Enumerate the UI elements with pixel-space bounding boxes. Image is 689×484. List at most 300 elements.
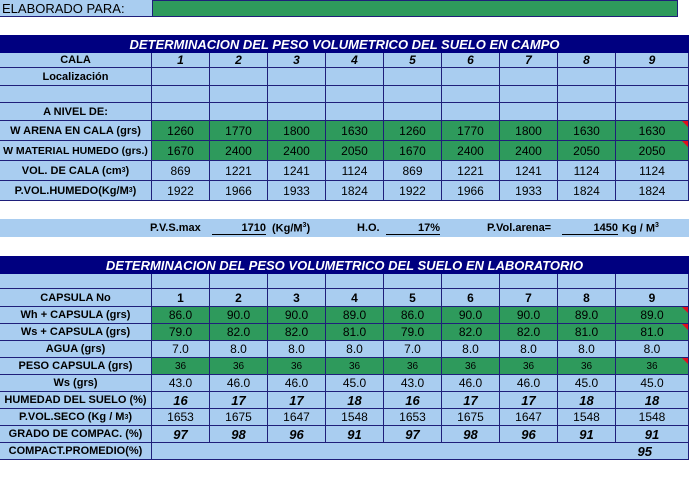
peso-capsula-row-cell[interactable] bbox=[210, 358, 268, 375]
cell-value: 1966 bbox=[457, 183, 484, 198]
peso-capsula-row-cell[interactable] bbox=[558, 358, 616, 375]
pvs-unit-end: ) bbox=[306, 222, 311, 235]
ws-capsula-row-cell[interactable] bbox=[268, 324, 326, 341]
cell-value: 97 bbox=[405, 426, 420, 442]
pvol-seco-row-label bbox=[0, 409, 152, 426]
cell-value: 81.0 bbox=[640, 325, 664, 339]
vol-cala-row bbox=[0, 161, 689, 181]
lab-spacer-row-cell[interactable] bbox=[558, 274, 616, 289]
pvol-humedo-row-label bbox=[0, 181, 152, 201]
localizacion-row-2-cell[interactable] bbox=[384, 86, 442, 103]
cell-value: 82.0 bbox=[516, 325, 541, 339]
cell-value: 36 bbox=[232, 360, 245, 372]
label-text: GRADO DE COMPAC. (%) bbox=[8, 428, 143, 440]
ho-label: H.O. bbox=[357, 222, 380, 234]
cell-value: 82.0 bbox=[226, 325, 251, 339]
capsula-row-label bbox=[0, 289, 152, 307]
cell-value: 1241 bbox=[283, 163, 310, 178]
pvs-max-value[interactable]: 1710 bbox=[212, 222, 266, 235]
cell-value: 17 bbox=[231, 392, 246, 408]
campo-section-title: DETERMINACION DEL PESO VOLUMETRICO DEL SUELO EN CAMPO bbox=[0, 35, 689, 53]
nivel-row-cell[interactable] bbox=[500, 103, 558, 121]
agua-row-cell[interactable] bbox=[616, 341, 689, 358]
grado-compac-row bbox=[0, 426, 689, 443]
nivel-row-cell[interactable] bbox=[210, 103, 268, 121]
cell-value: 86.0 bbox=[168, 308, 193, 322]
grado-compac-row-cell[interactable] bbox=[500, 426, 558, 443]
pvol-seco-row-cell[interactable] bbox=[326, 409, 384, 426]
peso-capsula-row-cell[interactable] bbox=[500, 358, 558, 375]
capsula-row-cell[interactable] bbox=[616, 289, 689, 307]
agua-row-cell[interactable] bbox=[384, 341, 442, 358]
cell-value: 8.0 bbox=[578, 342, 595, 356]
pvol-humedo-row-cell[interactable] bbox=[152, 181, 210, 201]
pvol-humedo-row-cell[interactable] bbox=[384, 181, 442, 201]
cell-value: 1824 bbox=[341, 183, 368, 198]
cell-value: 1 bbox=[177, 290, 184, 305]
cala-row-cell[interactable] bbox=[210, 53, 268, 68]
cell-value: 82.0 bbox=[458, 325, 483, 339]
pvol-humedo-row-cell[interactable] bbox=[326, 181, 384, 201]
cell-value: 1124 bbox=[341, 163, 368, 178]
arena-row-cell[interactable] bbox=[326, 121, 384, 141]
localizacion-row-2-cell[interactable] bbox=[442, 86, 500, 103]
localizacion-row-2-label bbox=[0, 86, 152, 103]
grado-compac-row-cell[interactable] bbox=[616, 426, 689, 443]
material-row-cell[interactable] bbox=[442, 141, 500, 161]
cell-value: 1800 bbox=[283, 123, 310, 138]
lab-spacer-row-cell[interactable] bbox=[210, 274, 268, 289]
pvol-humedo-row-cell[interactable] bbox=[442, 181, 500, 201]
ws-capsula-row-cell[interactable] bbox=[558, 324, 616, 341]
cell-value: 16 bbox=[405, 392, 420, 408]
localizacion-row-cell[interactable] bbox=[210, 68, 268, 86]
cala-row-cell[interactable] bbox=[326, 53, 384, 68]
material-row-cell[interactable] bbox=[152, 141, 210, 161]
cell-value: 1800 bbox=[515, 123, 542, 138]
nivel-row-cell[interactable] bbox=[558, 103, 616, 121]
wh-row-cell[interactable] bbox=[152, 307, 210, 324]
label-text: CAPSULA No bbox=[40, 291, 111, 304]
lab-section-title: DETERMINACION DEL PESO VOLUMETRICO DEL SUELO EN LABORATORIO bbox=[0, 256, 689, 274]
cell-value: 8.0 bbox=[230, 342, 247, 356]
cala-row-cell[interactable] bbox=[442, 53, 500, 68]
material-row-cell[interactable] bbox=[268, 141, 326, 161]
grado-compac-row-cell[interactable] bbox=[558, 426, 616, 443]
cala-row bbox=[0, 53, 689, 68]
humedad-row bbox=[0, 392, 689, 409]
localizacion-row-2-cell[interactable] bbox=[152, 86, 210, 103]
cell-value: 1221 bbox=[225, 163, 252, 178]
cell-value: 8.0 bbox=[288, 342, 305, 356]
cell-value: 81.0 bbox=[574, 325, 599, 339]
pvs-unit-text: (Kg/M bbox=[272, 222, 303, 235]
cell-value: 2400 bbox=[515, 143, 542, 158]
wh-row-cell[interactable] bbox=[500, 307, 558, 324]
nivel-row-cell[interactable] bbox=[326, 103, 384, 121]
peso-capsula-row-cell[interactable] bbox=[268, 358, 326, 375]
cell-value: 36 bbox=[174, 360, 187, 372]
cell-value: 4 bbox=[351, 290, 358, 305]
cell-value: 1548 bbox=[573, 410, 600, 424]
humedad-row-cell[interactable] bbox=[326, 392, 384, 409]
cell-value: 89.0 bbox=[342, 308, 367, 322]
cell-value: 79.0 bbox=[168, 325, 193, 339]
peso-capsula-row-cell[interactable] bbox=[442, 358, 500, 375]
cell-value: 96 bbox=[521, 426, 536, 442]
label-end: ) bbox=[132, 184, 137, 197]
wh-row-cell[interactable] bbox=[326, 307, 384, 324]
cell-value: 43.0 bbox=[168, 376, 193, 390]
ws-capsula-row-cell[interactable] bbox=[616, 324, 689, 341]
grado-compac-row-cell[interactable] bbox=[326, 426, 384, 443]
cell-value: 1124 bbox=[639, 163, 665, 178]
pvol-seco-row-cell[interactable] bbox=[616, 409, 689, 426]
promedio-row bbox=[0, 443, 689, 460]
material-row bbox=[0, 141, 689, 161]
grado-compac-row-cell[interactable] bbox=[152, 426, 210, 443]
cala-row-cell[interactable] bbox=[500, 53, 558, 68]
material-row-label bbox=[0, 141, 152, 161]
pvol-humedo-row-cell[interactable] bbox=[210, 181, 268, 201]
wh-row-cell[interactable] bbox=[558, 307, 616, 324]
cell-value: 17 bbox=[463, 392, 478, 408]
cell-value: 1124 bbox=[573, 163, 600, 178]
cell-value: 91 bbox=[579, 426, 594, 442]
cell-value: 18 bbox=[579, 392, 594, 408]
cell-value: 36 bbox=[406, 360, 419, 372]
localizacion-row-cell[interactable] bbox=[442, 68, 500, 86]
comment-marker-icon[interactable] bbox=[682, 307, 688, 313]
material-row-cell[interactable] bbox=[384, 141, 442, 161]
cell-value: 90.0 bbox=[516, 308, 541, 322]
comment-marker-icon[interactable] bbox=[682, 324, 688, 330]
label-text: Wh + CAPSULA (grs) bbox=[20, 309, 131, 321]
cell-value: 869 bbox=[402, 163, 423, 178]
localizacion-row-cell[interactable] bbox=[384, 68, 442, 86]
humedad-row-cell[interactable] bbox=[442, 392, 500, 409]
localizacion-row-2-cell[interactable] bbox=[500, 86, 558, 103]
cell-value: 2400 bbox=[283, 143, 310, 158]
material-row-cell[interactable] bbox=[326, 141, 384, 161]
cell-value: 1647 bbox=[283, 410, 310, 424]
peso-capsula-row-cell[interactable] bbox=[616, 358, 689, 375]
pvol-humedo-row-cell[interactable] bbox=[500, 181, 558, 201]
localizacion-row-cell[interactable] bbox=[558, 68, 616, 86]
cell-value: 45.0 bbox=[342, 376, 367, 390]
ws-row-cell[interactable] bbox=[616, 375, 689, 392]
localizacion-row-2-cell[interactable] bbox=[268, 86, 326, 103]
cell-value: 3 bbox=[293, 53, 300, 67]
wh-row-cell[interactable] bbox=[210, 307, 268, 324]
material-row-cell[interactable] bbox=[210, 141, 268, 161]
ws-row-label bbox=[0, 375, 152, 392]
humedad-row-label bbox=[0, 392, 152, 409]
cell-value: 7 bbox=[525, 290, 532, 305]
wh-row-cell[interactable] bbox=[268, 307, 326, 324]
cala-row-cell[interactable] bbox=[152, 53, 210, 68]
pvol-humedo-row-cell[interactable] bbox=[558, 181, 616, 201]
cell-value: 9 bbox=[648, 290, 656, 305]
cell-value: 1824 bbox=[573, 183, 600, 198]
nivel-row-label bbox=[0, 103, 152, 121]
arena-row-cell[interactable] bbox=[500, 121, 558, 141]
cell-value: 2 bbox=[235, 290, 242, 305]
lab-spacer-row-cell[interactable] bbox=[616, 274, 689, 289]
material-row-cell[interactable] bbox=[558, 141, 616, 161]
arena-row-cell[interactable] bbox=[210, 121, 268, 141]
cell-value: 18 bbox=[347, 392, 362, 408]
comment-marker-icon[interactable] bbox=[682, 358, 688, 364]
arena-row-cell[interactable] bbox=[616, 121, 689, 141]
promedio-value[interactable]: 95 bbox=[152, 443, 689, 460]
elaborado-para-field[interactable] bbox=[152, 0, 678, 17]
peso-capsula-row-cell[interactable] bbox=[384, 358, 442, 375]
localizacion-row-cell[interactable] bbox=[268, 68, 326, 86]
nivel-row-cell[interactable] bbox=[442, 103, 500, 121]
arena-row-cell[interactable] bbox=[152, 121, 210, 141]
lab-spacer-row-cell[interactable] bbox=[152, 274, 210, 289]
agua-row-cell[interactable] bbox=[152, 341, 210, 358]
label-text: P.VOL.SECO (Kg / M bbox=[18, 411, 125, 423]
cell-value: 9 bbox=[648, 53, 656, 67]
cell-value: 1770 bbox=[225, 123, 252, 138]
cala-row-cell[interactable] bbox=[558, 53, 616, 68]
cell-value: 46.0 bbox=[226, 376, 251, 390]
grado-compac-row-cell[interactable] bbox=[384, 426, 442, 443]
capsula-row-cell[interactable] bbox=[384, 289, 442, 307]
parena-value[interactable]: 1450 bbox=[562, 222, 618, 235]
humedad-row-cell[interactable] bbox=[384, 392, 442, 409]
nivel-row-cell[interactable] bbox=[384, 103, 442, 121]
cell-value: 1675 bbox=[457, 410, 484, 424]
cell-value: 79.0 bbox=[400, 325, 425, 339]
promedio-label: COMPACT.PROMEDIO(%) bbox=[0, 443, 152, 460]
cell-value: 36 bbox=[290, 360, 303, 372]
localizacion-row-cell[interactable] bbox=[500, 68, 558, 86]
grado-compac-row-cell[interactable] bbox=[442, 426, 500, 443]
grado-compac-row-cell[interactable] bbox=[210, 426, 268, 443]
pvol-seco-row-cell[interactable] bbox=[210, 409, 268, 426]
vol-cala-row-cell[interactable] bbox=[326, 161, 384, 181]
pvol-seco-row-cell[interactable] bbox=[268, 409, 326, 426]
ws-row-cell[interactable] bbox=[152, 375, 210, 392]
grado-compac-row-cell[interactable] bbox=[268, 426, 326, 443]
ho-value[interactable]: 17% bbox=[386, 222, 440, 235]
ws-capsula-row-cell[interactable] bbox=[152, 324, 210, 341]
cell-value: 1241 bbox=[515, 163, 542, 178]
cell-value: 7.0 bbox=[404, 342, 421, 356]
cell-value: 91 bbox=[644, 426, 660, 442]
material-row-cell[interactable] bbox=[616, 141, 689, 161]
cell-value: 8 bbox=[583, 290, 590, 305]
agua-row-cell[interactable] bbox=[442, 341, 500, 358]
arena-row-cell[interactable] bbox=[442, 121, 500, 141]
wh-row-cell[interactable] bbox=[442, 307, 500, 324]
ws-row-cell[interactable] bbox=[384, 375, 442, 392]
label-sup: 3 bbox=[124, 413, 129, 421]
ws-row-cell[interactable] bbox=[442, 375, 500, 392]
cell-value: 1933 bbox=[515, 183, 542, 198]
localizacion-row-2-cell[interactable] bbox=[210, 86, 268, 103]
label-sup: 3 bbox=[128, 187, 133, 194]
agua-row-cell[interactable] bbox=[210, 341, 268, 358]
arena-row-cell[interactable] bbox=[558, 121, 616, 141]
ws-capsula-row-cell[interactable] bbox=[500, 324, 558, 341]
capsula-row-cell[interactable] bbox=[326, 289, 384, 307]
lab-spacer-row-cell[interactable] bbox=[384, 274, 442, 289]
elaborado-row bbox=[0, 0, 689, 17]
cell-value: 1922 bbox=[167, 183, 194, 198]
agua-row-cell[interactable] bbox=[500, 341, 558, 358]
ws-row-cell[interactable] bbox=[558, 375, 616, 392]
label-text: HUMEDAD DEL SUELO (%) bbox=[4, 394, 147, 406]
cell-value: 2400 bbox=[225, 143, 252, 158]
cell-value: 2400 bbox=[457, 143, 484, 158]
cell-value: 81.0 bbox=[342, 325, 367, 339]
localizacion-row-2-cell[interactable] bbox=[558, 86, 616, 103]
comment-marker-icon[interactable] bbox=[682, 141, 688, 147]
vol-cala-row-cell[interactable] bbox=[268, 161, 326, 181]
ws-capsula-row-cell[interactable] bbox=[210, 324, 268, 341]
cell-value: 1770 bbox=[457, 123, 484, 138]
humedad-row-cell[interactable] bbox=[268, 392, 326, 409]
ws-row-cell[interactable] bbox=[210, 375, 268, 392]
cell-value: 1933 bbox=[283, 183, 310, 198]
cell-value: 46.0 bbox=[284, 376, 309, 390]
lab-spacer-row-cell[interactable] bbox=[500, 274, 558, 289]
cell-value: 4 bbox=[351, 53, 358, 67]
humedad-row-cell[interactable] bbox=[558, 392, 616, 409]
cell-value: 1548 bbox=[341, 410, 368, 424]
agua-row-cell[interactable] bbox=[268, 341, 326, 358]
nivel-row-cell[interactable] bbox=[268, 103, 326, 121]
cala-row-cell[interactable] bbox=[384, 53, 442, 68]
peso-capsula-row-cell[interactable] bbox=[152, 358, 210, 375]
cala-row-cell[interactable] bbox=[616, 53, 689, 68]
pvol-seco-row-cell[interactable] bbox=[558, 409, 616, 426]
cell-value: 1966 bbox=[225, 183, 252, 198]
agua-row-cell[interactable] bbox=[558, 341, 616, 358]
parena-unit-text: Kg / M bbox=[622, 222, 655, 235]
cell-value: 90.0 bbox=[226, 308, 251, 322]
material-row-cell[interactable] bbox=[500, 141, 558, 161]
wh-row-cell[interactable] bbox=[384, 307, 442, 324]
cell-value: 6 bbox=[467, 290, 474, 305]
capsula-row-cell[interactable] bbox=[558, 289, 616, 307]
pvol-seco-row-cell[interactable] bbox=[442, 409, 500, 426]
humedad-row-cell[interactable] bbox=[616, 392, 689, 409]
label-text: P.VOL.HUMEDO(Kg/M bbox=[14, 184, 129, 197]
cell-value: 8.0 bbox=[643, 342, 661, 356]
pvol-seco-row-cell[interactable] bbox=[152, 409, 210, 426]
ws-row-cell[interactable] bbox=[326, 375, 384, 392]
wh-row-cell[interactable] bbox=[616, 307, 689, 324]
ws-row bbox=[0, 375, 689, 392]
lab-spacer-row bbox=[0, 274, 689, 289]
localizacion-row-cell[interactable] bbox=[152, 68, 210, 86]
vol-cala-row-cell[interactable] bbox=[442, 161, 500, 181]
ws-capsula-row-cell[interactable] bbox=[326, 324, 384, 341]
vol-cala-row-cell[interactable] bbox=[558, 161, 616, 181]
comment-marker-icon[interactable] bbox=[682, 121, 688, 127]
capsula-row-cell[interactable] bbox=[210, 289, 268, 307]
cell-value: 7.0 bbox=[172, 342, 189, 356]
cell-value: 1675 bbox=[225, 410, 252, 424]
localizacion-row-label bbox=[0, 68, 152, 86]
humedad-row-cell[interactable] bbox=[210, 392, 268, 409]
nivel-row-cell[interactable] bbox=[616, 103, 689, 121]
lab-spacer-row-cell[interactable] bbox=[326, 274, 384, 289]
ws-row-cell[interactable] bbox=[500, 375, 558, 392]
localizacion-row-cell[interactable] bbox=[326, 68, 384, 86]
cell-value: 90.0 bbox=[284, 308, 309, 322]
cala-row-cell[interactable] bbox=[268, 53, 326, 68]
arena-row-cell[interactable] bbox=[384, 121, 442, 141]
localizacion-row-2-cell[interactable] bbox=[326, 86, 384, 103]
capsula-row-cell[interactable] bbox=[500, 289, 558, 307]
pvol-seco-row-cell[interactable] bbox=[384, 409, 442, 426]
vol-cala-row-cell[interactable] bbox=[152, 161, 210, 181]
pvol-humedo-row-cell[interactable] bbox=[616, 181, 689, 201]
localizacion-row bbox=[0, 68, 689, 86]
lab-spacer-row-cell[interactable] bbox=[268, 274, 326, 289]
peso-capsula-row-label bbox=[0, 358, 152, 375]
ws-capsula-row-label bbox=[0, 324, 152, 341]
cala-row-label bbox=[0, 53, 152, 68]
vol-cala-row-cell[interactable] bbox=[384, 161, 442, 181]
cell-value: 2050 bbox=[638, 143, 666, 158]
cell-value: 1548 bbox=[638, 410, 666, 424]
ws-capsula-row-cell[interactable] bbox=[442, 324, 500, 341]
lab-spacer-row-cell[interactable] bbox=[442, 274, 500, 289]
label-text: A NIVEL DE: bbox=[43, 105, 108, 118]
cell-value: 1630 bbox=[341, 123, 368, 138]
lab-spacer-row-label bbox=[0, 274, 152, 289]
nivel-row-cell[interactable] bbox=[152, 103, 210, 121]
cell-value: 17 bbox=[521, 392, 536, 408]
vol-cala-row-cell[interactable] bbox=[210, 161, 268, 181]
ws-capsula-row-cell[interactable] bbox=[384, 324, 442, 341]
cell-value: 96 bbox=[289, 426, 304, 442]
pvol-humedo-row-cell[interactable] bbox=[268, 181, 326, 201]
peso-capsula-row-cell[interactable] bbox=[326, 358, 384, 375]
arena-row-cell[interactable] bbox=[268, 121, 326, 141]
cell-value: 8.0 bbox=[520, 342, 537, 356]
cell-value: 1221 bbox=[457, 163, 484, 178]
pvol-seco-row-cell[interactable] bbox=[500, 409, 558, 426]
cell-value: 36 bbox=[522, 360, 535, 372]
label-text: W MATERIAL HUMEDO (grs.) bbox=[3, 144, 148, 157]
cell-value: 36 bbox=[348, 360, 361, 372]
capsula-row-cell[interactable] bbox=[152, 289, 210, 307]
vol-cala-row-cell[interactable] bbox=[500, 161, 558, 181]
label-text: Ws + CAPSULA (grs) bbox=[20, 326, 131, 338]
agua-row-cell[interactable] bbox=[326, 341, 384, 358]
capsula-row-cell[interactable] bbox=[442, 289, 500, 307]
capsula-row-cell[interactable] bbox=[268, 289, 326, 307]
cell-value: 1630 bbox=[638, 123, 666, 138]
localizacion-row-cell[interactable] bbox=[616, 68, 689, 86]
vol-cala-row-cell[interactable] bbox=[616, 161, 689, 181]
pvol-seco-row bbox=[0, 409, 689, 426]
ws-row-cell[interactable] bbox=[268, 375, 326, 392]
label-text: VOL. DE CALA (cm bbox=[21, 164, 122, 177]
cell-value: 98 bbox=[231, 426, 246, 442]
humedad-row-cell[interactable] bbox=[500, 392, 558, 409]
humedad-row-cell[interactable] bbox=[152, 392, 210, 409]
localizacion-row-2-cell[interactable] bbox=[616, 86, 689, 103]
